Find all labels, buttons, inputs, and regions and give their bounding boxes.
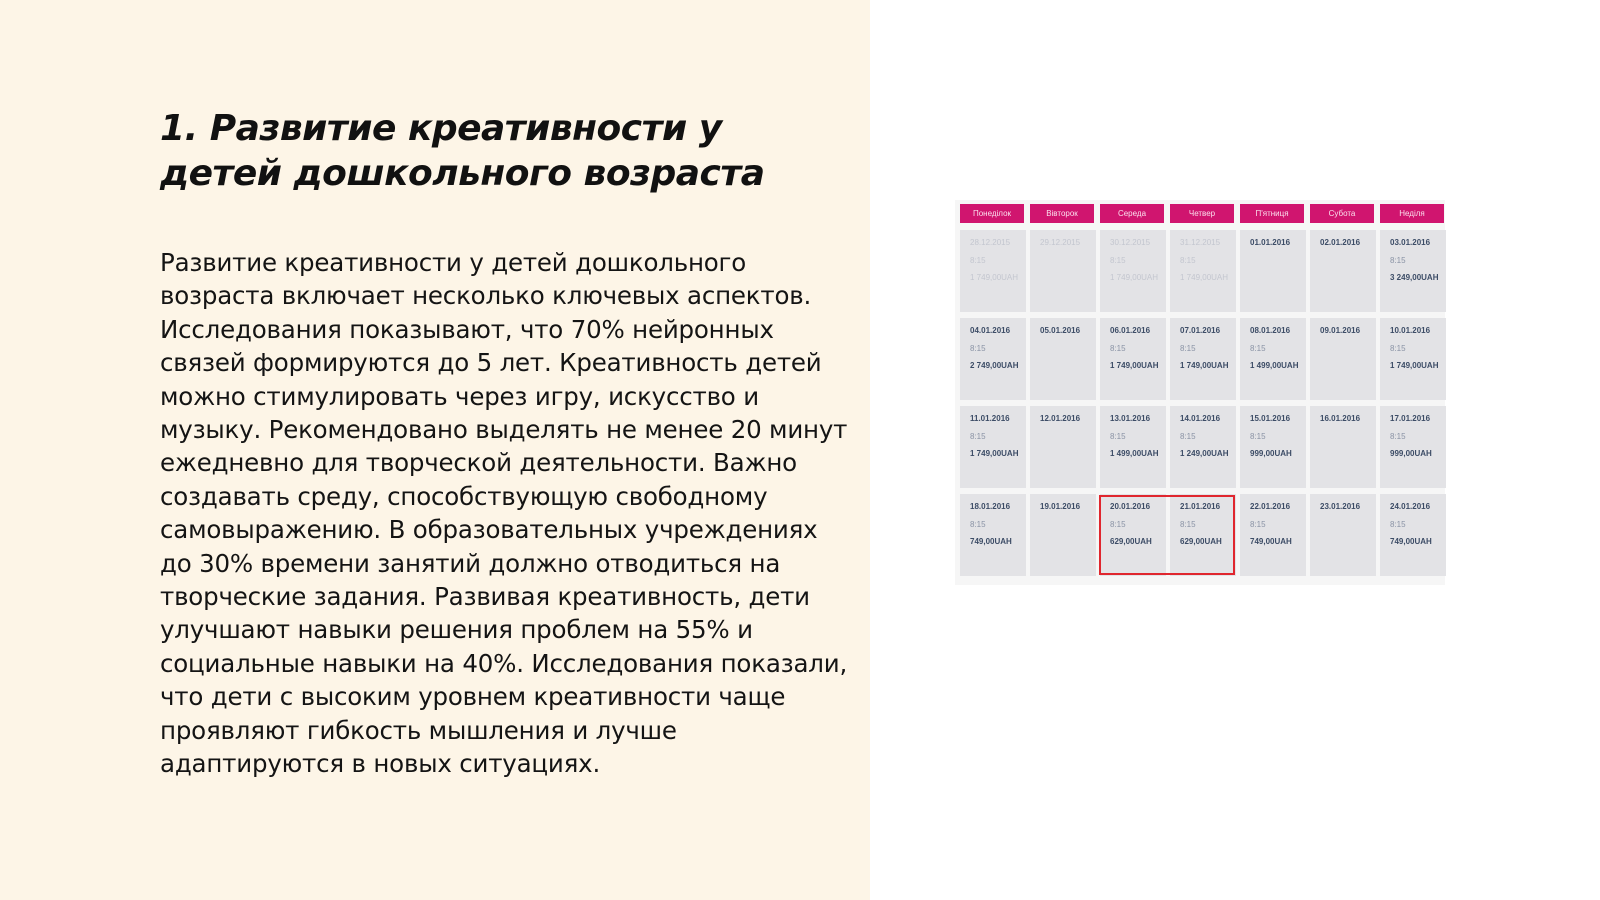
slide-title: 1. Развитие креативности у детей дошкольного возраста [160,108,765,194]
calendar-day-cell [1170,406,1236,488]
calendar-day-date: 16.01.2016 [1320,414,1361,423]
calendar-day-date: 23.01.2016 [1320,502,1361,511]
calendar-day-cell [1030,494,1096,576]
calendar-day-price: 999,00UAH [1390,449,1432,458]
calendar-day-cell [1170,230,1236,312]
calendar-day-time: 8:15 [1390,432,1406,441]
calendar-day-time: 8:15 [1250,432,1266,441]
calendar-weekday: Середа [1100,204,1164,223]
calendar-day-price: 2 749,00UAH [970,361,1019,370]
calendar-day-cell [1380,494,1446,576]
calendar-day-time: 8:15 [1390,520,1406,529]
calendar-day-price: 749,00UAH [970,537,1012,546]
calendar-day-time: 8:15 [1250,344,1266,353]
calendar-day-date: 02.01.2016 [1320,238,1361,247]
calendar-day-date: 30.12.2015 [1110,238,1151,247]
calendar-day-date: 09.01.2016 [1320,326,1361,335]
calendar-weekday: П'ятниця [1240,204,1304,223]
calendar-day-cell [1380,318,1446,400]
calendar-day-date: 10.01.2016 [1390,326,1431,335]
calendar-weekday: Неділя [1380,204,1444,223]
calendar-day-price: 629,00UAH [1110,537,1152,546]
calendar-day-cell [1380,230,1446,312]
calendar-day-time: 8:15 [1110,432,1126,441]
calendar-day-date: 01.01.2016 [1250,238,1291,247]
calendar-day-price: 749,00UAH [1250,537,1292,546]
highlighted-dates-frame [1099,495,1235,575]
calendar-day-cell [960,494,1026,576]
calendar-day-cell [1240,406,1306,488]
calendar-day-price: 1 749,00UAH [1390,361,1439,370]
calendar-day-price: 1 749,00UAH [970,449,1019,458]
calendar-day-date: 20.01.2016 [1110,502,1151,511]
calendar-day-cell [1030,318,1096,400]
calendar-day-date: 08.01.2016 [1250,326,1291,335]
calendar-day-cell [1100,318,1166,400]
calendar-weekday-header [960,204,1445,224]
calendar-day-time: 8:15 [970,256,986,265]
calendar-day-price: 749,00UAH [1390,537,1432,546]
calendar-weekday: Вівторок [1030,204,1094,223]
calendar-day-cell [1380,406,1446,488]
calendar-day-price: 1 249,00UAH [1180,449,1229,458]
calendar-day-time: 8:15 [1180,520,1196,529]
calendar-day-date: 04.01.2016 [970,326,1011,335]
calendar-weekday: Четвер [1170,204,1234,223]
calendar-day-cell [1310,230,1376,312]
calendar-day-price: 1 749,00UAH [970,273,1019,282]
calendar-day-date: 15.01.2016 [1250,414,1291,423]
calendar-day-time: 8:15 [1390,256,1406,265]
calendar-day-time: 8:15 [1390,344,1406,353]
calendar-day-price: 1 749,00UAH [1110,361,1159,370]
calendar-day-price: 629,00UAH [1180,537,1222,546]
calendar-day-time: 8:15 [1110,520,1126,529]
calendar-day-price: 1 749,00UAH [1180,273,1229,282]
calendar-day-date: 03.01.2016 [1390,238,1431,247]
calendar-day-date: 07.01.2016 [1180,326,1221,335]
calendar-day-date: 14.01.2016 [1180,414,1221,423]
calendar-day-date: 17.01.2016 [1390,414,1431,423]
calendar-day-time: 8:15 [1110,344,1126,353]
calendar-day-cell [1310,494,1376,576]
calendar-day-time: 8:15 [1180,344,1196,353]
calendar-day-price: 1 499,00UAH [1110,449,1159,458]
calendar-day-cell [960,230,1026,312]
calendar-day-cell [1240,318,1306,400]
calendar-day-date: 19.01.2016 [1040,502,1081,511]
calendar-day-time: 8:15 [1180,432,1196,441]
calendar-day-time: 8:15 [1110,256,1126,265]
calendar-day-cell [1100,406,1166,488]
calendar-day-time: 8:15 [970,520,986,529]
calendar-day-cell [960,406,1026,488]
calendar-day-time: 8:15 [970,344,986,353]
calendar-day-date: 31.12.2015 [1180,238,1221,247]
calendar-day-time: 8:15 [1250,520,1266,529]
calendar-day-cell [1100,230,1166,312]
calendar-weekday: Субота [1310,204,1374,223]
calendar-day-cell [1240,494,1306,576]
calendar-day-price: 3 249,00UAH [1390,273,1439,282]
calendar-day-cell [960,318,1026,400]
calendar-day-time: 8:15 [1180,256,1196,265]
calendar-day-date: 05.01.2016 [1040,326,1081,335]
calendar-day-price: 1 749,00UAH [1110,273,1159,282]
calendar-day-price: 1 499,00UAH [1250,361,1299,370]
calendar-weekday: Понеділок [960,204,1024,223]
calendar-day-date: 24.01.2016 [1390,502,1431,511]
calendar-day-cell [1170,318,1236,400]
calendar-day-date: 22.01.2016 [1250,502,1291,511]
calendar-day-date: 29.12.2015 [1040,238,1081,247]
calendar-day-date: 06.01.2016 [1110,326,1151,335]
calendar-day-cell [1310,318,1376,400]
calendar-day-price: 1 749,00UAH [1180,361,1229,370]
calendar-day-date: 18.01.2016 [970,502,1011,511]
calendar-day-date: 13.01.2016 [1110,414,1151,423]
calendar-day-date: 12.01.2016 [1040,414,1081,423]
calendar-day-date: 21.01.2016 [1180,502,1221,511]
calendar-day-cell [1030,230,1096,312]
calendar-day-date: 28.12.2015 [970,238,1011,247]
slide-body-text: Развитие креативности у детей дошкольного возраста включает несколько ключевых аспектов. Исследования показывают, что 70% нейронных связей формируются до 5 лет. Креативность детей можно стимулировать через игру, искусство и музыку. Рекомендовано выделять не менее 20 минут ежедневно для творческой деятельности. Важно создавать среду, способствующую свободному самовыражению. В образовательных учреждениях до 30% времени занятий должно отводиться на творческие задания. Развивая креативность, дети улучшают навыки решения проблем на 55% и социальные навыки на 40%. Исследования показали, что дети с высоким уровнем креативности чаще проявляют гибкость мышления и лучше адаптируются в новых ситуациях. [160,248,848,779]
calendar-day-time: 8:15 [970,432,986,441]
calendar-day-cell [1310,406,1376,488]
calendar-day-price: 999,00UAH [1250,449,1292,458]
calendar-day-cell [1030,406,1096,488]
calendar-day-cell [1240,230,1306,312]
calendar-day-date: 11.01.2016 [970,414,1010,423]
